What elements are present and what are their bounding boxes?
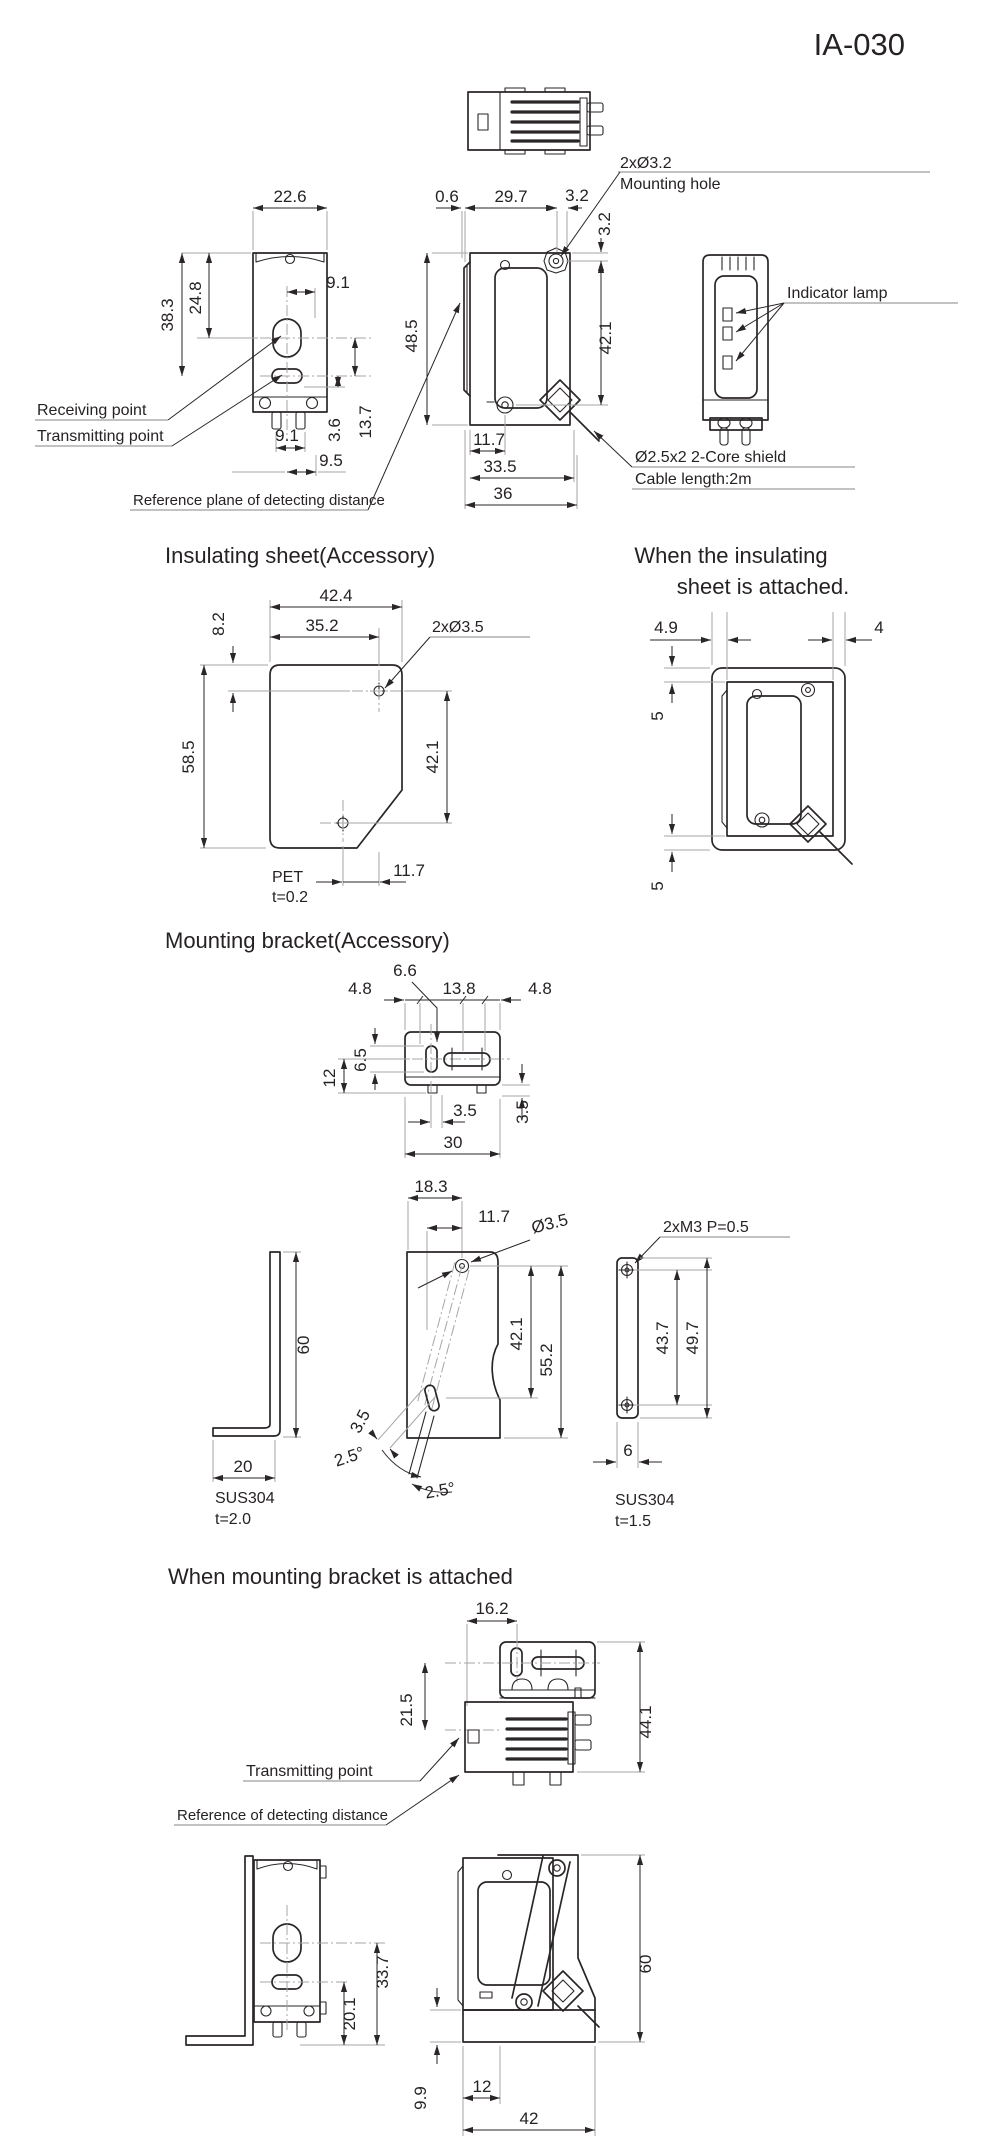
dim-side-06: 0.6 [435,187,459,206]
dim-btop-66: 6.6 [393,961,417,980]
label-cable-spec: Ø2.5x2 2-Core shield [635,449,787,466]
dim-asm-201: 20.1 [340,1997,359,2031]
dim-plate-6: 6 [623,1441,633,1460]
dim-plate-437: 43.7 [653,1321,672,1355]
l-thickness: t=2.0 [215,1511,252,1528]
dim-asm-12: 12 [472,2077,492,2096]
bracket-plate-view [593,1219,790,1530]
label-sheet-holes: 2xØ3.5 [432,619,484,636]
dim-attached-49: 4.9 [654,618,678,637]
assembled-title: When mounting bracket is attached [168,1564,513,1589]
indicator-led-3 [723,356,732,369]
sheet-material: PET [272,869,304,886]
dim-attached-5top: 5 [648,711,667,721]
dim-side-36: 36 [493,484,513,503]
dim-l-60: 60 [294,1335,313,1355]
label-reference-plane: Reference plane of detecting distance [133,492,385,509]
label-mount-hole: Mounting hole [620,176,721,193]
dim-btop-48a: 4.8 [348,979,372,998]
cable-gland [540,380,599,441]
dim-asm-60: 60 [636,1954,655,1974]
dim-side-297: 29.7 [494,187,528,206]
insulating-sheet-section [165,543,530,906]
plate-thickness: t=1.5 [615,1513,652,1530]
front-view [35,187,460,510]
dim-bf-35: 3.5 [346,1406,375,1437]
dim-bf-183: 18.3 [414,1177,448,1196]
dim-side-335: 33.5 [483,457,517,476]
indicator-led-2 [723,327,732,340]
dim-bf-552: 55.2 [537,1343,556,1377]
rear-view [703,255,958,445]
dim-asm-215: 21.5 [397,1693,416,1727]
sheet-attached-section [634,543,883,891]
side-view [402,155,930,509]
mounting-hole-bottom [487,397,513,413]
dim-front-383: 38.3 [158,298,177,332]
dim-sheet-421: 42.1 [423,740,442,774]
assembled-front-view [186,1856,392,2045]
dim-btop-138: 13.8 [442,979,476,998]
dim-sheet-82: 8.2 [209,612,228,636]
dim-asm-42: 42 [519,2109,539,2128]
dim-front-95: 9.5 [319,451,343,470]
insulating-sheet-title: Insulating sheet(Accessory) [165,543,436,568]
dim-front-248: 24.8 [186,281,205,315]
dim-asm-162: 16.2 [475,1599,509,1618]
assembled-top-view [168,1564,655,1825]
dim-bf-hole: Ø3.5 [529,1209,570,1238]
plate-material: SUS304 [615,1492,675,1509]
assembled-side-view [411,1855,655,2136]
dim-plate-497: 49.7 [683,1321,702,1355]
dim-side-421: 42.1 [596,321,615,355]
dim-asm-99: 9.9 [411,2086,430,2110]
dim-asm-441: 44.1 [636,1705,655,1739]
dim-sheet-424: 42.4 [319,586,353,605]
dim-btop-30: 30 [443,1133,463,1152]
dim-bf-117: 11.7 [478,1207,510,1226]
dim-side-117: 11.7 [473,430,505,449]
bracket-front-view [332,1177,570,1503]
dim-front-width: 22.6 [273,187,307,206]
dim-sheet-585: 58.5 [179,740,198,774]
dim-btop-48b: 4.8 [528,979,552,998]
label-asm-transmitting: Transmitting point [246,1763,373,1780]
indicator-led-1 [723,308,732,321]
label-asm-reference: Reference of detecting distance [177,1807,388,1824]
dim-bf-421: 42.1 [507,1317,526,1351]
dim-side-32w: 3.2 [565,186,589,205]
label-cable-length: Cable length:2m [635,471,752,488]
dim-attached-5bot: 5 [648,881,667,891]
label-receiving-point: Receiving point [37,402,147,419]
sheet-attached-title-1: When the insulating [634,543,828,568]
dim-sheet-117: 11.7 [393,861,425,880]
bracket-title: Mounting bracket(Accessory) [165,928,450,953]
dim-btop-12: 12 [320,1068,339,1088]
dim-btop-35w: 3.5 [453,1101,477,1120]
dim-btop-35h: 3.5 [513,1100,532,1124]
label-indicator-lamp: Indicator lamp [787,285,888,302]
dim-sheet-352: 35.2 [305,616,339,635]
page-title: IA-030 [813,27,905,62]
dim-side-32h: 3.2 [595,212,614,236]
label-transmitting-point: Transmitting point [37,428,164,445]
label-plate-holes: 2xM3 P=0.5 [663,1219,749,1236]
dim-bf-ang1: 2.5° [331,1443,367,1471]
dim-bf-ang2: 2.5° [423,1478,457,1503]
sheet-attached-title-2: sheet is attached. [676,574,850,599]
label-mount-hole-qty: 2xØ3.2 [620,155,672,172]
bracket-top-view [165,928,552,1158]
dim-front-36: 3.6 [325,418,344,442]
dim-asm-337: 33.7 [373,1955,392,1989]
sheet-thickness: t=0.2 [272,889,309,906]
dim-attached-4: 4 [874,618,884,637]
top-view [468,88,603,154]
dim-l-20: 20 [233,1457,253,1476]
l-material: SUS304 [215,1490,275,1507]
dim-btop-65: 6.5 [351,1048,370,1072]
dim-front-137: 13.7 [356,405,375,439]
dim-front-91top: 9.1 [326,273,350,292]
dim-side-485: 48.5 [402,319,421,353]
dim-front-91bot: 9.1 [275,426,299,445]
bracket-l-view [213,1252,313,1528]
